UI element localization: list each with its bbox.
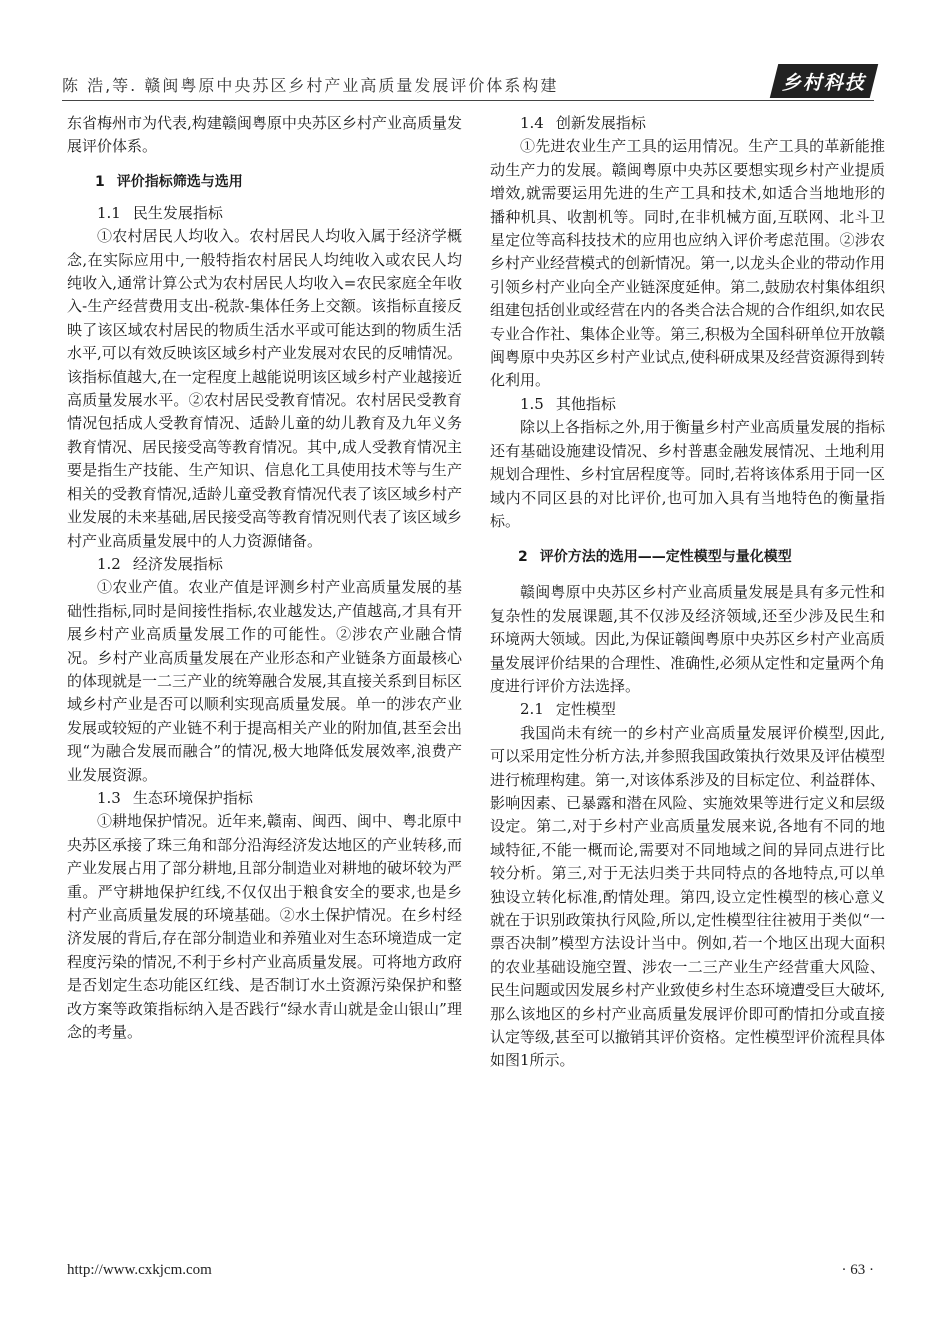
section-1-4-title: 创新发展指标 [555, 114, 646, 132]
section-1-5-heading [490, 393, 885, 416]
section-1-heading [67, 172, 462, 192]
section-1-2-title: 经济发展指标 [132, 554, 223, 573]
section-1-3-paragraph: ①耕地保护情况。近年来,赣南、闽西、闽中、粤北原中央苏区承接了珠三角和部分沿海经济发达地区的产业转移,而产业发展占用了部分耕地,且部分制造业对耕地的破坏较为严重。严守耕地保护红线,不仅仅出于粮食安全的要求,也是乡村产业高质量发展的环境基础。②水土保护情况。在乡村经济发展的背后,存在部分制造业和养殖业对生态环境造成一定程度污染的情况,不利于乡村产业高质量发展。可将地方政府是否划定生态功能区红线、是否制订水土资源污染保护和整改方案等政策指标纳入是否践行“绿水青山就是金山银山”理念的考量。 [67, 812, 462, 1042]
section-1-1-heading [67, 202, 462, 225]
section-1-5-number: 1.5 [520, 394, 544, 413]
section-2-1-heading [490, 698, 885, 721]
section-1-4-heading [490, 112, 885, 135]
section-1-5-title: 其他指标 [555, 394, 616, 413]
section-1-5-paragraph: 除以上各指标之外,用于衡量乡村产业高质量发展的指标还有基础设施建设情况、乡村普惠金融发展情况、土地利用规划合理性、乡村宜居程度等。同时,若将该体系用于同一区域内不同区县的对比评价,也可加入具有当地特色的衡量指标。 [490, 418, 885, 530]
section-1-2-heading [67, 553, 462, 576]
left-column [67, 112, 462, 1044]
journal-logo-text: 乡村科技 [781, 71, 866, 94]
running-title: 陈 浩,等. 赣闽粤原中央苏区乡村产业高质量发展评价体系构建 [62, 76, 559, 95]
section-2-heading [490, 547, 885, 567]
section-1-2-number: 1.2 [97, 554, 121, 573]
section-1-3-heading [67, 787, 462, 810]
running-header [62, 64, 874, 102]
right-column [490, 112, 885, 1073]
section-2-1-title: 定性模型 [555, 700, 616, 719]
section-1-4-number: 1.4 [520, 114, 544, 132]
section-2-title: 评价方法的选用——定性模型与量化模型 [539, 549, 792, 566]
section-1-1-paragraph: ①农村居民人均收入。农村居民人均收入属于经济学概念,在实际应用中,一般特指农村居民人均纯收入或农民人均纯收入,通常计算公式为农村居民人均收入=农民家庭全年收入-生产经营费用支出-税款-集体任务上交额。该指标直接反映了该区域农村居民的物质生活水平或可能达到的物质生活水平,可以有效反映该区域乡村产业发展对农民的反哺情况。该指标值越大,在一定程度上越能说明该区域乡村产业越接近高质量发展水平。②农村居民受教育情况。农村居民受教育情况包括成人受教育情况、适龄儿童的幼儿教育及九年义务教育情况、居民接受高等教育情况。其中,成人受教育情况主要是指生产技能、生产知识、信息化工具使用技术等与生产相关的受教育情况,适龄儿童受教育情况代表了该区域乡村产业发展的未来基础,居民接受高等教育情况则代表了该区域乡村产业高质量发展中的人力资源储备。 [67, 227, 462, 550]
header-divider [62, 100, 874, 101]
section-1-4-paragraph: ①先进农业生产工具的运用情况。生产工具的革新能推动生产力的发展。赣闽粤原中央苏区要想实现乡村产业提质增效,就需要运用先进的生产工具和技术,如适合当地地形的播种机具、收割机等。同时,在非机械方面,互联网、北斗卫星定位等高科技技术的应用也应纳入评价考虑范围。②涉农乡村产业经营模式的创新情况。第一,以龙头企业的带动作用引领乡村产业向全产业链深度延伸。第二,鼓励农村集体组织组建包括创业或经营在内的各类合法合规的合作组织,如农民专业合作社、集体企业等。第三,积极为全国科研单位开放赣闽粤原中央苏区乡村产业试点,使科研成果及经营资源得到转化利用。 [490, 137, 885, 390]
section-2-paragraph: 赣闽粤原中央苏区乡村产业高质量发展是具有多元性和复杂性的发展课题,其不仅涉及经济领域,还至少涉及民生和环境两大领域。因此,为保证赣闽粤原中央苏区乡村产业高质量发展评价结果的合理性、准确性,必须从定性和定量两个角度进行评价方法选择。 [490, 583, 885, 695]
section-1-1-title: 民生发展指标 [132, 203, 223, 222]
section-1-2-paragraph: ①农业产值。农业产值是评测乡村产业高质量发展的基础性指标,同时是间接性指标,农业越发达,产值越高,才具有开展乡村产业高质量发展工作的可能性。②涉农产业融合情况。乡村产业高质量发展在产业形态和产业链条方面最核心的体现就是一二三产业的统筹融合发展,其直接关系到目标区域乡村产业是否可以顺利实现高质量发展。单一的涉农产业发展或较短的产业链不利于提高相关产业的附加值,甚至会出现“为融合发展而融合”的情况,极大地降低发展效率,浪费产业发展资源。 [67, 578, 462, 784]
section-1-3-title: 生态环境保护指标 [132, 788, 253, 807]
page-number: · 63 · [841, 1262, 874, 1278]
journal-logo [770, 64, 878, 98]
section-1-1-number: 1.1 [97, 203, 121, 222]
section-1-3-number: 1.3 [97, 788, 121, 807]
section-1-title: 评价指标筛选与选用 [116, 173, 243, 190]
footer-url: http://www.cxkjcm.com [67, 1262, 212, 1278]
section-2-1-number: 2.1 [520, 700, 544, 719]
section-2-number: 2 [518, 549, 528, 566]
section-1-number: 1 [95, 173, 105, 190]
intro-paragraph: 东省梅州市为代表,构建赣闽粤原中央苏区乡村产业高质量发展评价体系。 [67, 114, 462, 156]
section-2-1-paragraph: 我国尚未有统一的乡村产业高质量发展评价模型,因此,可以采用定性分析方法,并参照我国政策执行效果及评估模型进行梳理构建。第一,对该体系涉及的目标定位、利益群体、影响因素、已暴露和潜在风险、实施效果等进行定义和层级设定。第二,对于乡村产业高质量发展来说,各地有不同的地域特征,不能一概而论,需要对不同地域之间的异同点进行比较分析。第三,对于无法归类于共同特点的各地特点,可以单独设立转化标准,酌情处理。第四,设立定性模型的核心意义就在于识别政策执行风险,所以,定性模型往往被用于类似“一票否决制”模型方法设计当中。例如,若一个地区出现大面积的农业基础设施空置、涉农一二三产业生产经营重大风险、民生问题或因发展乡村产业致使乡村生态环境遭受巨大破坏,那么该地区的乡村产业高质量发展评价即可酌情扣分或直接认定等级,甚至可以撤销其评价资格。定性模型评价流程具体如图1所示。 [490, 723, 885, 1070]
